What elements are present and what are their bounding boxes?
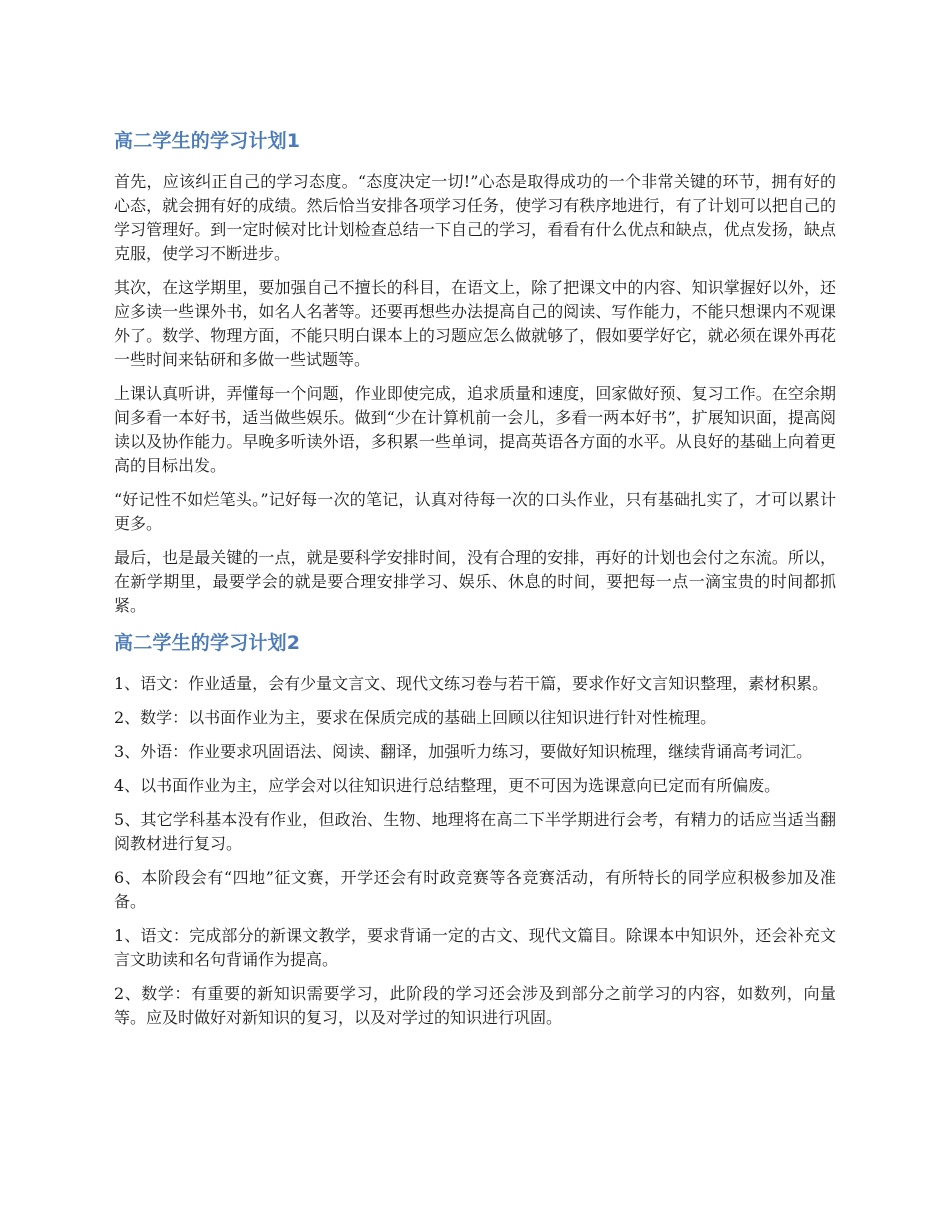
list-item: 6、本阶段会有“四地”征文赛，开学还会有时政竞赛等各竞赛活动，有所特长的同学应积极参加及准备。 — [114, 868, 836, 911]
list-item: 4、以书面作业为主，应学会对以往知识进行总结整理，更不可因为选课意向已定而有所偏废。 — [114, 776, 781, 795]
paragraph: 其次，在这学期里，要加强自己不擅长的科目，在语文上，除了把课文中的内容、知识掌握好以外，还应多读一些课外书，如名人名著等。还要再想些办法提高自己的阅读、写作能力，不能只想课内不观课外了。数学、物理方面，不能只明白课本上的习题应怎么做就够了，假如要学好它，就必须在课外再花一些时间来钻研和多做一些试题等。 — [114, 278, 836, 369]
list-item: 1、语文：完成部分的新课文教学，要求背诵一定的古文、现代文篇目。除课本中知识外，还会补充文言文助读和名句背诵作为提高。 — [114, 926, 836, 969]
section-title: 高二学生的学习计划2 — [114, 632, 301, 654]
section-title: 高二学生的学习计划1 — [114, 130, 301, 152]
document-page — [114, 126, 836, 1040]
paragraph: 最后，也是最关键的一点，就是要科学安排时间，没有合理的安排，再好的计划也会付之东流。所以，在新学期里，最要学会的就是要合理安排学习、娱乐、休息的时间，要把每一点一滴宝贵的时间都抓紧。 — [114, 548, 836, 615]
list-item: 3、外语：作业要求巩固语法、阅读、翻译，加强听力练习，要做好知识梳理，继续背诵高考词汇。 — [114, 742, 813, 761]
section-plan-2 — [114, 628, 836, 1030]
paragraph: “好记性不如烂笔头。”记好每一次的笔记，认真对待每一次的口头作业，只有基础扎实了，才可以累计更多。 — [114, 490, 836, 533]
paragraph: 首先，应该纠正自己的学习态度。“态度决定一切!”心态是取得成功的一个非常关键的环节，拥有好的心态，就会拥有好的成绩。然后恰当安排各项学习任务，使学习有秩序地进行，有了计划可以把自己的学习管理好。到一定时候对比计划检查总结一下自己的学习，看看有什么优点和缺点，优点发扬，缺点克服，使学习不断进步。 — [114, 172, 836, 263]
paragraph: 上课认真听讲，弄懂每一个问题，作业即使完成，追求质量和速度，回家做好预、复习工作。在空余期间多看一本好书，适当做些娱乐。做到“少在计算机前一会儿，多看一两本好书”，扩展知识面，提高阅读以及协作能力。早晚多听读外语，多积累一些单词，提高英语各方面的水平。从良好的基础上向着更高的目标出发。 — [114, 384, 836, 475]
section-plan-1 — [114, 126, 836, 618]
list-item: 1、语文：作业适量，会有少量文言文、现代文练习卷与若干篇，要求作好文言知识整理，素材积累。 — [114, 674, 829, 693]
list-item: 2、数学：有重要的新知识需要学习，此阶段的学习还会涉及到部分之前学习的内容，如数列，向量等。应及时做好对新知识的复习，以及对学过的知识进行巩固。 — [114, 984, 836, 1027]
list-item: 2、数学：以书面作业为主，要求在保质完成的基础上回顾以往知识进行针对性梳理。 — [114, 708, 717, 727]
list-item: 5、其它学科基本没有作业，但政治、生物、地理将在高二下半学期进行会考，有精力的话应当适当翻阅教材进行复习。 — [114, 810, 836, 853]
